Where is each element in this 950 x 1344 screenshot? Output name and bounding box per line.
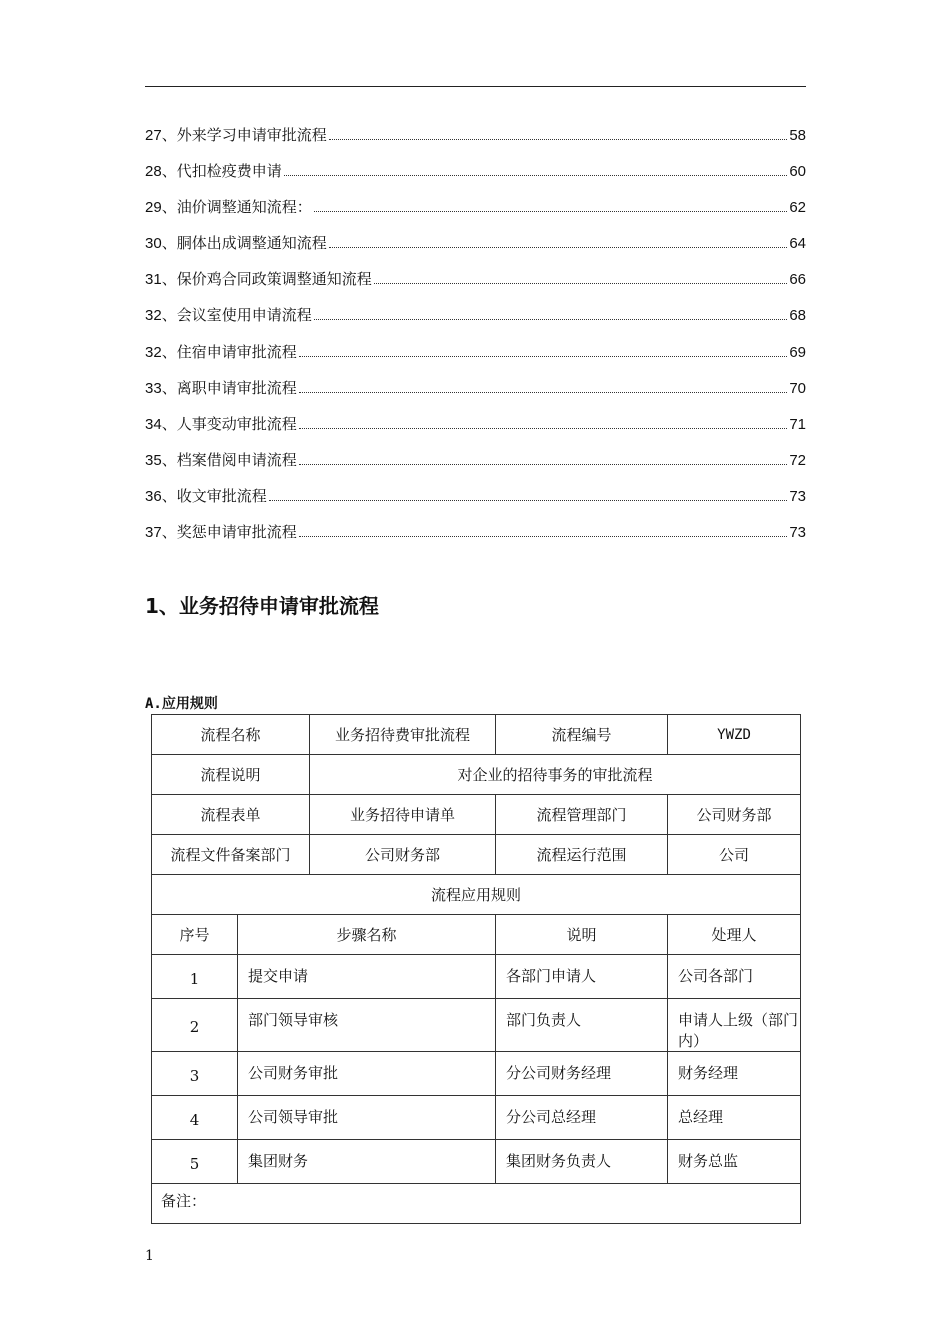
desc-value: 对企业的招待事务的审批流程 <box>310 755 801 795</box>
rules-title: 流程应用规则 <box>152 875 801 915</box>
table-row <box>152 999 801 1052</box>
toc-entry-title: 、离职申请审批流程 <box>161 378 297 397</box>
toc-entry-page: 69 <box>789 343 806 361</box>
toc-entry-number: 29 <box>145 199 162 217</box>
toc-entry-title: 、代扣检疫费申请 <box>161 162 282 181</box>
header-seq: 序号 <box>152 915 238 955</box>
toc-entry-page: 60 <box>789 163 806 181</box>
table-header-row <box>152 915 801 955</box>
process-rule-table <box>151 714 801 1224</box>
mgmt-label: 流程管理部门 <box>496 795 668 835</box>
toc-entry-page: 70 <box>789 379 806 397</box>
step-desc: 部门负责人 <box>496 999 668 1052</box>
toc-leader <box>374 282 788 284</box>
toc-leader <box>329 138 788 140</box>
step-name: 提交申请 <box>238 955 496 999</box>
toc-leader <box>269 499 788 501</box>
toc-entry-number: 31 <box>145 271 162 289</box>
toc-entry-number: 34 <box>145 415 162 433</box>
toc-entry[interactable] <box>145 521 806 557</box>
toc-entry-title: 、胴体出成调整通知流程 <box>161 234 327 253</box>
table-row <box>152 875 801 915</box>
toc-entry-number: 33 <box>145 379 162 397</box>
toc-entry-page: 66 <box>789 271 806 289</box>
table-row <box>152 795 801 835</box>
toc-entry-page: 72 <box>789 451 806 469</box>
toc-leader <box>299 355 788 357</box>
toc-entry[interactable] <box>145 160 806 196</box>
name-value: 业务招待费审批流程 <box>310 715 496 755</box>
step-desc: 分公司总经理 <box>496 1096 668 1140</box>
step-name: 公司财务审批 <box>238 1052 496 1096</box>
archive-label: 流程文件备案部门 <box>152 835 310 875</box>
step-seq: 1 <box>152 955 238 999</box>
toc-leader <box>314 210 788 212</box>
toc-entry[interactable] <box>145 341 806 377</box>
toc-entry-title: 、奖惩申请审批流程 <box>161 523 297 542</box>
code-label: 流程编号 <box>496 715 668 755</box>
toc-entry-page: 58 <box>789 127 806 144</box>
form-value: 业务招待申请单 <box>310 795 496 835</box>
table-row <box>152 1096 801 1140</box>
toc-entry[interactable] <box>145 413 806 449</box>
toc-leader <box>299 427 788 429</box>
toc-entry[interactable] <box>145 232 806 268</box>
toc-entry-title: 、保价鸡合同政策调整通知流程 <box>161 270 372 289</box>
archive-value: 公司财务部 <box>310 835 496 875</box>
toc-entry-title: 、油价调整通知流程： <box>161 198 312 217</box>
table-row <box>152 1140 801 1184</box>
toc-leader <box>299 463 788 465</box>
header-step: 步骤名称 <box>238 915 496 955</box>
step-desc: 集团财务负责人 <box>496 1140 668 1184</box>
form-label: 流程表单 <box>152 795 310 835</box>
step-seq: 2 <box>152 999 238 1052</box>
toc-entry-page: 73 <box>789 524 806 542</box>
subsection-prefix: A. <box>145 696 162 712</box>
table-row <box>152 1052 801 1096</box>
toc-entry[interactable] <box>145 377 806 413</box>
step-handler: 公司各部门 <box>668 955 801 999</box>
toc-entry-page: 71 <box>789 415 806 433</box>
scope-value: 公司 <box>668 835 801 875</box>
toc-entry-page: 62 <box>789 199 806 217</box>
toc-entry-number: 32 <box>145 343 162 361</box>
toc-entry[interactable] <box>145 268 806 304</box>
step-seq: 5 <box>152 1140 238 1184</box>
toc-entry-number: 27 <box>145 127 162 144</box>
table-row <box>152 835 801 875</box>
table-row <box>152 955 801 999</box>
header-handler: 处理人 <box>668 915 801 955</box>
toc-entry-number: 35 <box>145 451 162 469</box>
table-of-contents <box>145 124 806 557</box>
subsection-label: 应用规则 <box>161 696 218 712</box>
toc-entry-title: 、会议室使用申请流程 <box>161 306 312 325</box>
step-name: 公司领导审批 <box>238 1096 496 1140</box>
mgmt-value: 公司财务部 <box>668 795 801 835</box>
toc-entry[interactable] <box>145 485 806 521</box>
note-label: 备注： <box>152 1184 801 1224</box>
toc-entry-title: 、收文审批流程 <box>161 486 267 505</box>
toc-leader <box>284 174 788 176</box>
desc-label: 流程说明 <box>152 755 310 795</box>
toc-leader <box>299 535 788 537</box>
step-handler: 申请人上级（部门内） <box>668 999 801 1052</box>
toc-entry-title: 、档案借阅申请流程 <box>161 450 297 469</box>
step-handler: 财务总监 <box>668 1140 801 1184</box>
toc-entry[interactable] <box>145 124 806 160</box>
toc-entry-page: 68 <box>789 307 806 325</box>
toc-entry-page: 64 <box>789 235 806 253</box>
table-row <box>152 755 801 795</box>
subsection-title <box>145 693 218 713</box>
table-row <box>152 1184 801 1224</box>
toc-entry-number: 36 <box>145 487 162 505</box>
toc-entry[interactable] <box>145 449 806 485</box>
step-handler: 财务经理 <box>668 1052 801 1096</box>
toc-leader <box>329 246 788 248</box>
step-name: 部门领导审核 <box>238 999 496 1052</box>
header-desc: 说明 <box>496 915 668 955</box>
step-name: 集团财务 <box>238 1140 496 1184</box>
step-desc: 各部门申请人 <box>496 955 668 999</box>
toc-leader <box>299 391 788 393</box>
toc-entry[interactable] <box>145 196 806 232</box>
name-label: 流程名称 <box>152 715 310 755</box>
toc-entry-number: 37 <box>145 524 162 542</box>
step-seq: 3 <box>152 1052 238 1096</box>
step-desc: 分公司财务经理 <box>496 1052 668 1096</box>
step-seq: 4 <box>152 1096 238 1140</box>
section-title: 1、业务招待申请审批流程 <box>145 594 379 618</box>
toc-entry[interactable] <box>145 304 806 340</box>
table-row <box>152 715 801 755</box>
scope-label: 流程运行范围 <box>496 835 668 875</box>
toc-entry-page: 73 <box>789 487 806 505</box>
toc-entry-title: 、人事变动审批流程 <box>161 414 297 433</box>
code-value: YWZD <box>668 715 801 755</box>
toc-leader <box>314 318 788 320</box>
step-handler: 总经理 <box>668 1096 801 1140</box>
toc-entry-number: 28 <box>145 163 162 181</box>
header-rule <box>145 86 806 87</box>
toc-entry-title: 、外来学习申请审批流程 <box>161 126 327 144</box>
toc-entry-number: 32 <box>145 307 162 325</box>
toc-entry-number: 30 <box>145 235 162 253</box>
toc-entry-title: 、住宿申请审批流程 <box>161 342 297 361</box>
page-number: 1 <box>145 1248 154 1264</box>
